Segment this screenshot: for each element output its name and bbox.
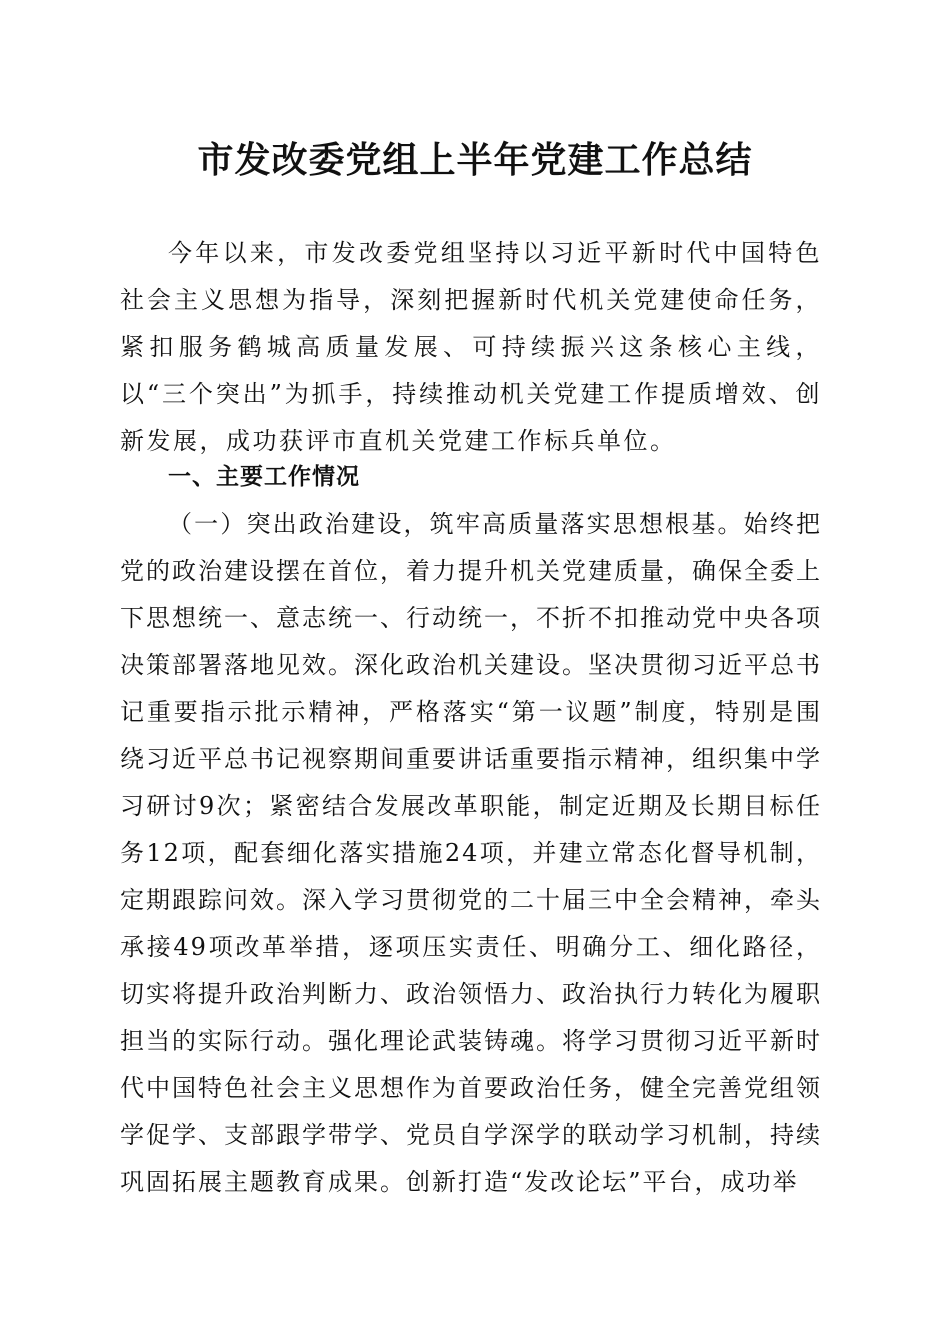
body-paragraph: （一）突出政治建设，筑牢高质量落实思想根基。始终把党的政治建设摆在首位，着力提升机关党建质量，确保全委上下思想统一、意志统一、行动统一，不折不扣推动党中央各项决策部署落地见效。深化政治机关建设。坚决贯彻习近平总书记重要指示批示精神，严格落实“第一议题”制度，特别是围绕习近平总书记视察期间重要讲话重要指示精神，组织集中学习研讨9次；紧密结合发展改革职能，制定近期及长期目标任务12项，配套细化落实措施24项，并建立常态化督导机制，定期跟踪问效。深入学习贯彻党的二十届三中全会精神，牵头承接49项改革举措，逐项压实责任、明确分工、细化路径，切实将提升政治判断力、政治领悟力、政治执行力转化为履职担当的实际行动。强化理论武装铸魂。将学习贯彻习近平新时代中国特色社会主义思想作为首要政治任务，健全完善党组领学促学、支部跟学带学、党员自学深学的联动学习机制，持续巩固拓展主题教育成果。创新打造“发改论坛”平台，成功举 [120,510,822,1196]
intro-paragraph: 今年以来，市发改委党组坚持以习近平新时代中国特色社会主义思想为指导，深刻把握新时代机关党建使命任务，紧扣服务鹤城高质量发展、可持续振兴这条核心主线，以“三个突出”为抓手，持续推动机关党建工作提质增效、创新发展，成功获评市直机关党建工作标兵单位。 [120,239,822,455]
document-title: 市发改委党组上半年党建工作总结 [197,139,753,181]
section-heading: 一、主要工作情况 [168,464,360,490]
